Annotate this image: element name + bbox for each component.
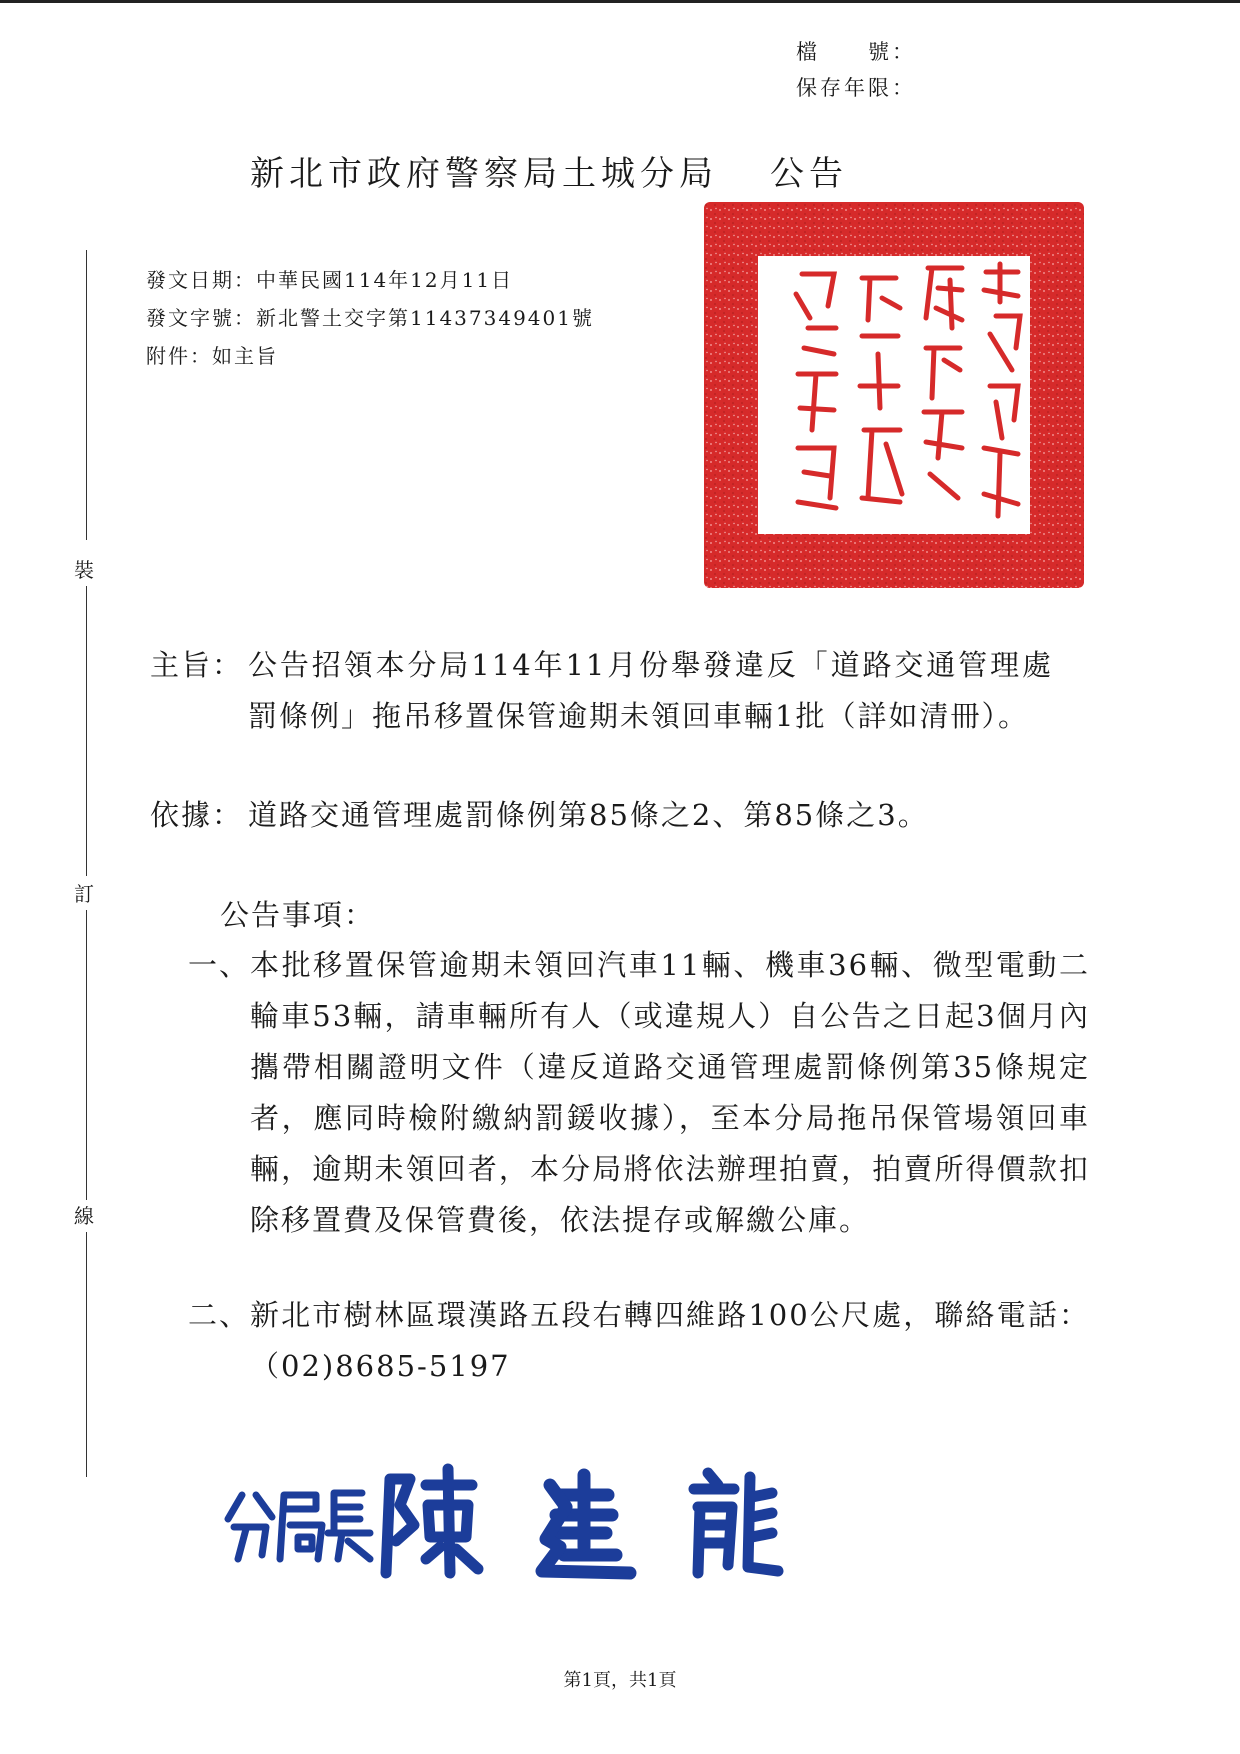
document-number: 發文字號：新北警土交字第11437349401號 — [146, 306, 594, 330]
document-type: 公告 — [770, 154, 848, 194]
notice-item-text: 新北市樹林區環漢路五段右轉四維路100公尺處，聯絡電話：（02)8685-5197 — [250, 1298, 1090, 1383]
notice-item-number: 一、 — [188, 948, 251, 982]
notice-item — [188, 940, 1098, 1300]
scan-top-edge — [0, 0, 1240, 3]
svg-text:新北市政府警察局土城分局: 新北市政府警察局土城分局 — [834, 560, 954, 571]
binding-mark-zhuang: 裝 — [74, 558, 94, 582]
subject-text: 公告招領本分局114年11月份舉發違反「道路交通管理處罰條例」拖吊移置保管逾期未領回車輛1批（詳如清冊）。 — [248, 648, 1053, 733]
notice-item-text: 本批移置保管逾期未領回汽車11輛、機車36輛、微型電動二輪車53輛，請車輛所有人（或違規人）自公告之日起3個月內攜帶相關證明文件（違反道路交通管理處罰條例第35條規定者，應同時檢附繳納罰鍰收據），至本分局拖吊保管場領回車輛，逾期未領回者，本分局將依法辦理拍賣，拍賣所得價款扣除移置費及保管費後，依法提存或解繳公庫。 — [250, 948, 1090, 1237]
basis-text: 道路交通管理處罰條例第85條之2、第85條之3。 — [248, 798, 929, 832]
binding-line-segment — [86, 586, 87, 876]
subject-label: 主旨： — [150, 648, 244, 682]
subject-section — [150, 640, 1060, 800]
chief-signature — [220, 1455, 900, 1585]
notice-item-number: 二、 — [188, 1298, 251, 1332]
issue-date: 發文日期：中華民國114年12月11日 — [146, 268, 514, 292]
notice-item — [188, 1290, 1098, 1400]
svg-text:分局長陳 建 龍: 分局長陳 建 龍 — [220, 1576, 284, 1585]
binding-line-segment — [86, 1232, 87, 1477]
binding-mark-xian: 線 — [74, 1204, 94, 1228]
file-number-label: 檔 號： — [796, 40, 916, 64]
notice-heading: 公告事項： — [220, 898, 376, 932]
binding-line-segment — [86, 250, 87, 540]
retention-period-label: 保存年限： — [796, 76, 916, 100]
attachment: 附件：如主旨 — [146, 344, 278, 368]
binding-line-segment — [86, 910, 87, 1200]
basis-label: 依據： — [150, 798, 244, 832]
official-seal — [700, 198, 1088, 592]
basis-section — [150, 790, 1060, 846]
agency-name: 新北市政府警察局土城分局 — [250, 154, 718, 194]
binding-mark-ding: 訂 — [74, 882, 94, 906]
page-number: 第1頁，共1頁 — [563, 1670, 677, 1691]
document-title — [250, 146, 848, 195]
